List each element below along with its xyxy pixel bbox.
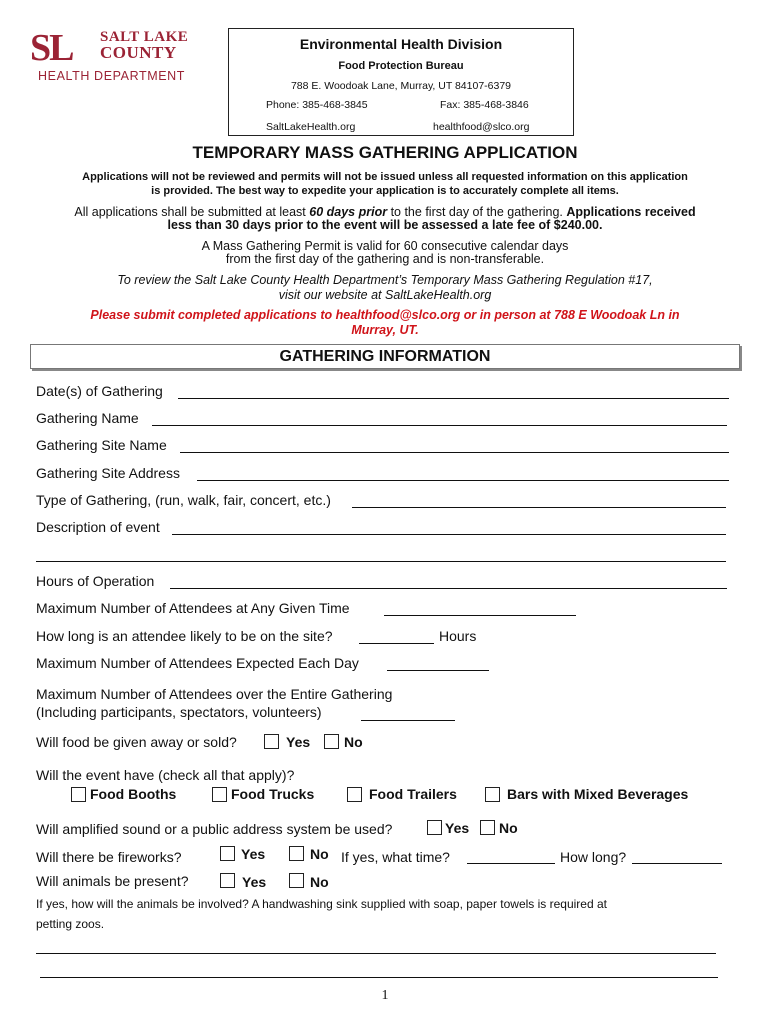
label-max-any-time: Maximum Number of Attendees at Any Given Time xyxy=(36,600,350,616)
fireworks-yes-label: Yes xyxy=(241,846,266,862)
submit-instructions-line-2: Murray, UT. xyxy=(351,323,419,337)
food-trailers-label: Food Trailers xyxy=(369,786,457,802)
phone: Phone: 385-468-3845 xyxy=(266,99,368,111)
division-name: Environmental Health Division xyxy=(299,36,503,52)
deadline-text-a: All applications shall be submitted at least xyxy=(74,205,310,219)
label-event-have: Will the event have (check all that apply)? xyxy=(36,767,295,783)
validity-line-1: A Mass Gathering Permit is valid for 60 consecutive calendar days xyxy=(201,239,569,253)
sound-yes-label: Yes xyxy=(445,820,470,836)
food-no-checkbox[interactable] xyxy=(324,734,339,749)
fax: Fax: 385-468-3846 xyxy=(440,99,529,111)
food-booths-label: Food Booths xyxy=(90,786,177,802)
label-sound-question: Will amplified sound or a public address system be used? xyxy=(36,821,393,837)
fireworks-no-label: No xyxy=(310,846,329,862)
input-line-how-long[interactable] xyxy=(359,643,434,644)
label-max-entire: Maximum Number of Attendees over the Entire Gathering xyxy=(36,686,393,702)
label-hours: Hours of Operation xyxy=(36,573,155,589)
logo-text-salt-lake: SALT LAKE xyxy=(100,29,189,45)
animals-no-checkbox[interactable] xyxy=(289,873,304,888)
sound-yes-checkbox[interactable] xyxy=(427,820,442,835)
input-line-animals-2[interactable] xyxy=(40,977,718,978)
regulation-line-1: To review the Salt Lake County Health Department’s Temporary Mass Gathering Regulation #17, xyxy=(117,273,653,287)
label-gathering-name: Gathering Name xyxy=(36,410,139,426)
input-line-max-each-day[interactable] xyxy=(387,670,489,671)
input-line-fireworks-time[interactable] xyxy=(467,863,555,864)
label-dates: Date(s) of Gathering xyxy=(36,383,163,399)
label-max-each-day: Maximum Number of Attendees Expected Each Day xyxy=(36,655,359,671)
label-including: (Including participants, spectators, volunteers) xyxy=(36,704,322,720)
label-how-long: How long is an attendee likely to be on the site? xyxy=(36,628,333,644)
input-line-description-2[interactable] xyxy=(36,561,726,562)
input-line-max-any-time[interactable] xyxy=(384,615,576,616)
validity-line-2: from the first day of the gathering and is non-transferable. xyxy=(225,252,545,266)
fireworks-no-checkbox[interactable] xyxy=(289,846,304,861)
label-fireworks-question: Will there be fireworks? xyxy=(36,849,182,865)
late-fee-notice: less than 30 days prior to the event will be assessed a late fee of $240.00. xyxy=(167,218,603,232)
food-trucks-checkbox[interactable] xyxy=(212,787,227,802)
label-description: Description of event xyxy=(36,519,160,535)
warning-line-1: Applications will not be reviewed and permits will not be issued unless all requested information on this application xyxy=(82,171,688,183)
section-header-gathering-information: GATHERING INFORMATION xyxy=(30,344,740,369)
logo-text-county: COUNTY xyxy=(100,43,177,62)
input-line-type[interactable] xyxy=(352,507,726,508)
sound-no-label: No xyxy=(499,820,518,836)
food-no-label: No xyxy=(344,734,363,750)
food-trucks-label: Food Trucks xyxy=(231,786,315,802)
animals-yes-checkbox[interactable] xyxy=(220,873,235,888)
page-number: 1 xyxy=(381,988,389,1003)
food-booths-checkbox[interactable] xyxy=(71,787,86,802)
input-line-fireworks-how-long[interactable] xyxy=(632,863,722,864)
fireworks-yes-checkbox[interactable] xyxy=(220,846,235,861)
form-title: TEMPORARY MASS GATHERING APPLICATION xyxy=(192,143,578,162)
address: 788 E. Woodoak Lane, Murray, UT 84107-6379 xyxy=(290,80,512,92)
logo-mark: SL xyxy=(30,27,73,69)
input-line-hours[interactable] xyxy=(170,588,727,589)
website: SaltLakeHealth.org xyxy=(266,121,356,133)
label-fireworks-time: If yes, what time? xyxy=(341,849,450,865)
label-animals-question: Will animals be present? xyxy=(36,873,189,889)
deadline-days: 60 days prior xyxy=(309,205,388,219)
input-line-site-address[interactable] xyxy=(197,480,729,481)
email: healthfood@slco.org xyxy=(433,121,530,133)
animals-note-line-2: petting zoos. xyxy=(36,917,105,931)
sound-no-checkbox[interactable] xyxy=(480,820,495,835)
mixed-beverages-checkbox[interactable] xyxy=(485,787,500,802)
input-line-max-entire[interactable] xyxy=(361,720,455,721)
deadline-text-c: to the first day of the gathering. xyxy=(387,205,567,219)
contact-box xyxy=(228,28,574,136)
label-site-name: Gathering Site Name xyxy=(36,437,167,453)
bureau-name: Food Protection Bureau xyxy=(338,60,464,72)
label-hours-unit: Hours xyxy=(439,628,477,644)
warning-line-2: is provided. The best way to expedite your application is to accurately complete all items. xyxy=(151,185,619,197)
food-trailers-checkbox[interactable] xyxy=(347,787,362,802)
input-line-gathering-name[interactable] xyxy=(152,425,727,426)
deadline-text-d: Applications received xyxy=(566,205,696,219)
label-fireworks-how-long: How long? xyxy=(560,849,627,865)
input-line-dates[interactable] xyxy=(178,398,729,399)
label-site-address: Gathering Site Address xyxy=(36,465,180,481)
input-line-animals-1[interactable] xyxy=(36,953,716,954)
county-logo xyxy=(30,28,200,88)
submit-instructions-line-1: Please submit completed applications to healthfood@slco.org or in person at 788 E Woodoak Ln in xyxy=(90,308,680,322)
input-line-site-name[interactable] xyxy=(180,452,729,453)
food-yes-checkbox[interactable] xyxy=(264,734,279,749)
logo-text-health-department: HEALTH DEPARTMENT xyxy=(38,69,186,83)
animals-no-label: No xyxy=(310,874,329,890)
submission-deadline xyxy=(20,205,750,219)
animals-note-line-1: If yes, how will the animals be involved? A handwashing sink supplied with soap, paper towels is required at xyxy=(36,897,607,911)
label-type: Type of Gathering, (run, walk, fair, concert, etc.) xyxy=(36,492,331,508)
mixed-beverages-label: Bars with Mixed Beverages xyxy=(507,786,689,802)
food-yes-label: Yes xyxy=(286,734,311,750)
label-food-question: Will food be given away or sold? xyxy=(36,734,237,750)
animals-yes-label: Yes xyxy=(242,874,267,890)
regulation-line-2: visit our website at SaltLakeHealth.org xyxy=(278,288,492,302)
input-line-description[interactable] xyxy=(172,534,726,535)
